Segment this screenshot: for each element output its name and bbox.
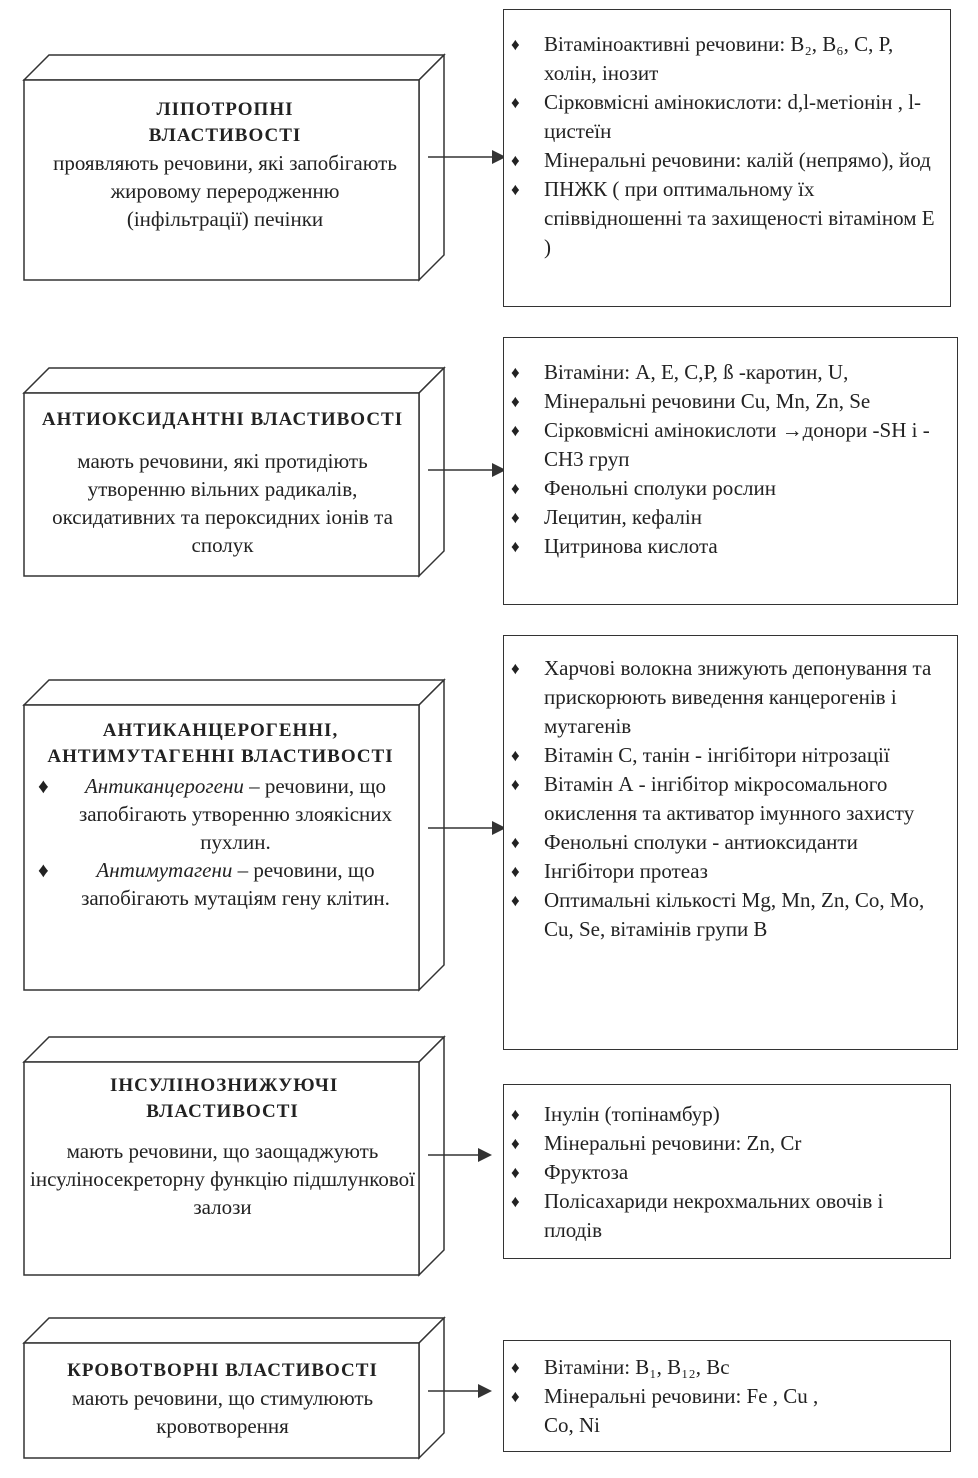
list-item: ♦ Інгібітори протеаз bbox=[504, 857, 949, 886]
diamond-bullet-icon: ♦ bbox=[511, 363, 520, 382]
list-item: ♦ Полісахариди некрохмальних овочів і плодів bbox=[511, 1189, 884, 1242]
list-item: ♦ Вітамін А - інгібітор мікросомального окислення та активатор імунного захисту bbox=[511, 772, 915, 825]
arrow-icon bbox=[428, 147, 506, 167]
diamond-bullet-icon: ♦ bbox=[511, 659, 520, 678]
list-item: ♦ Оптимальні кількості Mg, Mn, Zn, Co, Mo, Cu, Se, вітамінів групи В bbox=[511, 888, 925, 941]
list-item: ♦ Лецитин, кефалін bbox=[504, 503, 949, 532]
list-item: ♦ Харчові волокна знижують депонування та прискорюють виведення канцерогенів і мутагенів bbox=[511, 656, 932, 738]
diamond-bullet-icon: ♦ bbox=[38, 858, 49, 882]
diamond-bullet-icon: ♦ bbox=[511, 392, 520, 411]
block-title: ЛІПОТРОПНІ ВЛАСТИВОСТІ bbox=[148, 99, 302, 146]
list-box-lipotropic bbox=[503, 9, 951, 307]
diamond-bullet-icon: ♦ bbox=[511, 1192, 520, 1211]
list-item: ♦ Мінеральні речовини: калій (непрямо), йод bbox=[504, 146, 938, 175]
block-title: АНТИКАНЦЕРОГЕННІ, АНТИМУТАГЕННІ ВЛАСТИВОСТІ bbox=[47, 720, 394, 767]
diamond-bullet-icon: ♦ bbox=[511, 1358, 520, 1377]
sub-item: ♦ Антимутагени – речовини, що запобігають мутаціям гену клітин. bbox=[38, 858, 390, 910]
arrow-icon bbox=[428, 1145, 492, 1165]
block-title: КРОВОТВОРНІ ВЛАСТИВОСТІ bbox=[67, 1360, 378, 1381]
list-item: ♦ Вітаміноактивні речовини: B₂, B₆, C, P, холін, інозит bbox=[511, 32, 894, 85]
list-item: ♦ Сірковмісні амінокислоти →донори -SH і -CH3 груп bbox=[511, 418, 930, 471]
diamond-bullet-icon: ♦ bbox=[511, 93, 520, 112]
diamond-bullet-icon: ♦ bbox=[511, 862, 520, 881]
block-description: мають речовини, що стимулюють кровотворення bbox=[71, 1386, 374, 1438]
list-item: ♦ Мінеральні речовини Cu, Mn, Zn, Se bbox=[504, 387, 949, 416]
diamond-bullet-icon: ♦ bbox=[511, 35, 520, 54]
diamond-bullet-icon: ♦ bbox=[511, 1134, 520, 1153]
list-item: ♦ Фруктоза bbox=[504, 1158, 942, 1187]
list-item: ♦ Мінеральні речовини: Fe , Cu , Co, Ni bbox=[511, 1384, 819, 1437]
block-description: проявляють речовини, які запобігають жировому переродженню (інфільтрації) печінки bbox=[53, 151, 397, 231]
list-box-insulin bbox=[503, 1084, 951, 1259]
diamond-bullet-icon: ♦ bbox=[511, 151, 520, 170]
list-box-antioxidant bbox=[503, 337, 958, 605]
arrow-icon bbox=[428, 1381, 492, 1401]
diamond-bullet-icon: ♦ bbox=[511, 180, 520, 199]
list-item: ♦ ПНЖК ( при оптимальному їх співвідношенні та захищеності вітаміном Е ) bbox=[511, 177, 935, 259]
diamond-bullet-icon: ♦ bbox=[511, 746, 520, 765]
block-description: мають речовини, які протидіють утворенню вільних радикалів, оксидативних та пероксидних іонів та сполук bbox=[52, 449, 393, 557]
arrow-icon bbox=[428, 460, 506, 480]
list-item: ♦ Фенольні сполуки рослин bbox=[504, 474, 949, 503]
list-item: ♦ Вітаміни: А, Е, С,Р, ß -каротин, U, bbox=[504, 358, 949, 387]
diamond-bullet-icon: ♦ bbox=[511, 479, 520, 498]
block-title: АНТИОКСИДАНТНІ ВЛАСТИВОСТІ bbox=[41, 409, 404, 430]
diamond-bullet-icon: ♦ bbox=[511, 775, 520, 794]
block-description: мають речовини, що заощаджують інсуліносекреторну функцію підшлункової залози bbox=[30, 1139, 416, 1219]
list-item: ♦ Сірковмісні амінокислоти: d,l-метіонін , l-цистеїн bbox=[511, 90, 922, 143]
sub-item: ♦ Антиканцерогени – речовини, що запобігають утворенню злоякісних пухлин. bbox=[38, 774, 392, 854]
diamond-bullet-icon: ♦ bbox=[511, 891, 520, 910]
diamond-bullet-icon: ♦ bbox=[511, 1163, 520, 1182]
list-item: ♦ Мінеральні речовини: Zn, Cr bbox=[504, 1129, 942, 1158]
diamond-bullet-icon: ♦ bbox=[511, 421, 520, 440]
list-item: ♦ Вітамін С, танін - інгібітори нітрозації bbox=[504, 741, 949, 770]
list-item: ♦ Цитринова кислота bbox=[504, 532, 949, 561]
block-title: ІНСУЛІНОЗНИЖУЮЧІ ВЛАСТИВОСТІ bbox=[110, 1075, 339, 1122]
list-item: ♦ Фенольні сполуки - антиоксиданти bbox=[504, 828, 949, 857]
diamond-bullet-icon: ♦ bbox=[38, 774, 49, 798]
arrow-icon bbox=[428, 818, 506, 838]
diamond-bullet-icon: ♦ bbox=[511, 833, 520, 852]
list-item: ♦ Інулін (топінамбур) bbox=[504, 1100, 942, 1129]
diamond-bullet-icon: ♦ bbox=[511, 1387, 520, 1406]
diamond-bullet-icon: ♦ bbox=[511, 508, 520, 527]
diamond-bullet-icon: ♦ bbox=[511, 1105, 520, 1124]
list-box-anticarcinogenic bbox=[503, 635, 958, 1050]
list-box-hematopoietic bbox=[503, 1340, 951, 1452]
list-item: ♦ Вітаміни: B₁, B₁₂, Bc bbox=[504, 1353, 942, 1382]
diamond-bullet-icon: ♦ bbox=[511, 537, 520, 556]
